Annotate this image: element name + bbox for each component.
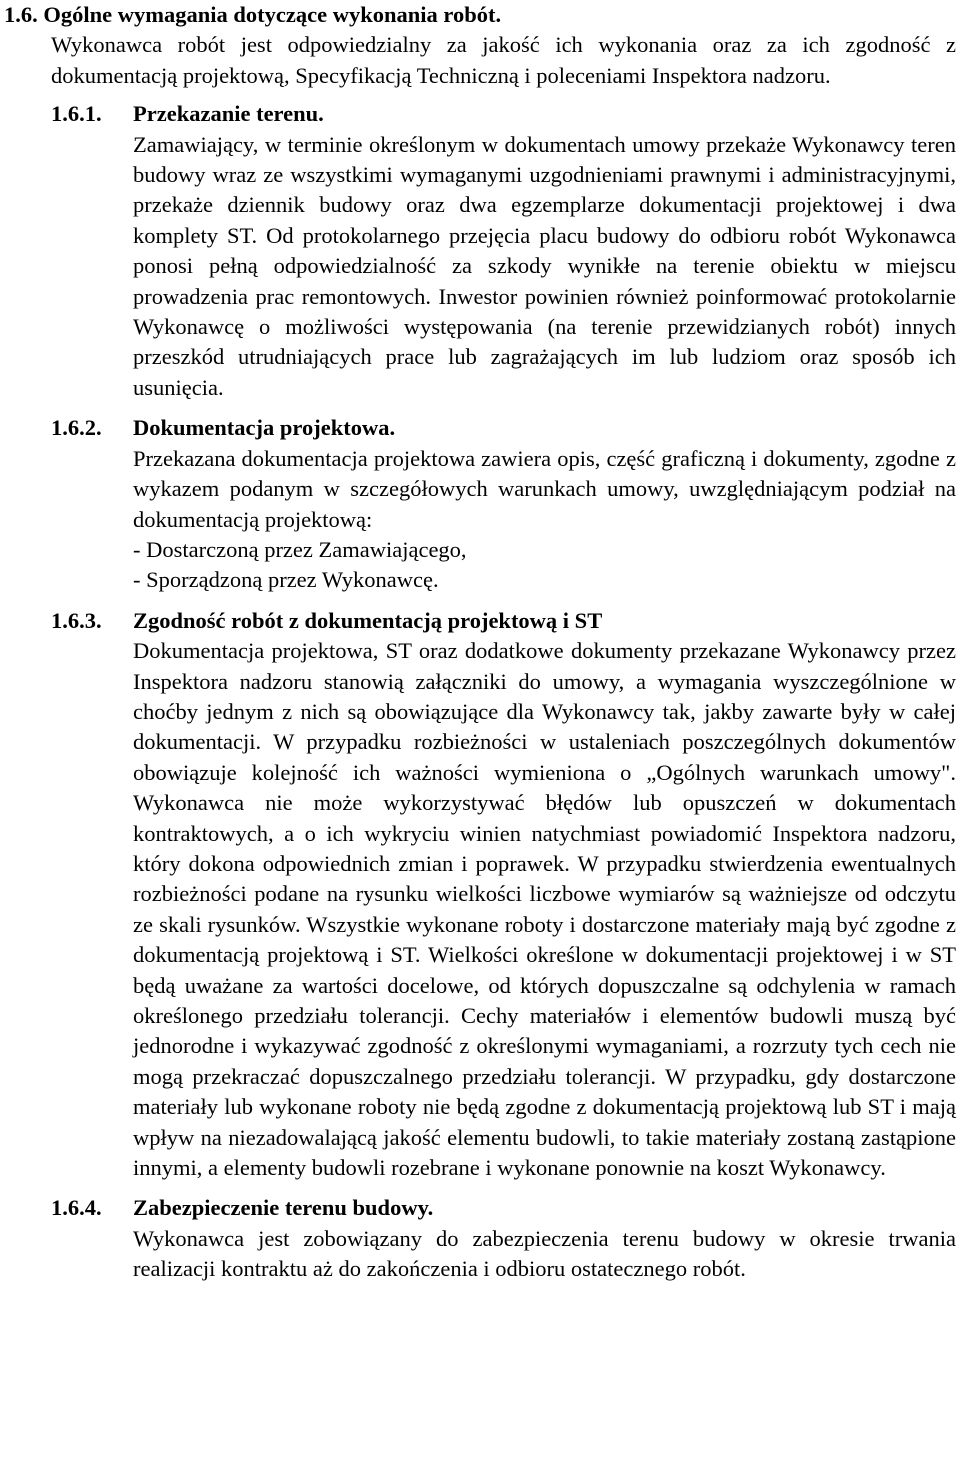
subsection-heading — [0, 1193, 960, 1223]
subsection-body: Przekazana dokumentacja projektowa zawiera opis, część graficzną i dokumenty, zgodne z wykazem podanym w szczegółowych warunkach umowy, uwzględniającym podział na dokumentacją projektową: — [133, 445, 956, 532]
subsection-title: Zabezpieczenie terenu budowy. — [133, 1195, 434, 1221]
list-item: - Dostarczoną przez Zamawiającego, — [133, 536, 467, 562]
subsection-title: Zgodność robót z dokumentacją projektową i ST — [133, 607, 603, 633]
section-heading: 1.6. Ogólne wymagania dotyczące wykonania robót. — [4, 2, 502, 27]
intro-paragraph: Wykonawca robót jest odpowiedzialny za jakość ich wykonania oraz za ich zgodność z dokumentacją projektową, Specyfikacją Techniczną i poleceniami Inspektora nadzoru. — [51, 32, 956, 88]
subsection-number: 1.6.3. — [51, 607, 102, 633]
subsection-heading — [0, 413, 960, 443]
subsection-number: 1.6.1. — [51, 101, 102, 127]
list — [0, 535, 960, 596]
subsection-number: 1.6.2. — [51, 415, 102, 441]
subsection-title: Przekazanie terenu. — [133, 101, 324, 127]
subsection-dokumentacja-projektowa — [0, 413, 960, 595]
list-item: - Sporządzoną przez Wykonawcę. — [133, 567, 439, 593]
subsection-zabezpieczenie-terenu — [0, 1193, 960, 1284]
subsection-body: Zamawiający, w terminie określonym w dokumentach umowy przekaże Wykonawcy teren budowy wraz ze wszystkimi wymaganymi uzgodnieniami prawnymi i administracyjnymi, przekaże dziennik budowy oraz dwa egzemplarze dokumentacji projektowej i dwa komplety ST. Od protokolarnego przejęcia placu budowy do odbioru robót Wykonawca ponosi pełną odpowiedzialność za szkody wynikłe na terenie obiektu w miejscu prowadzenia prac remontowych. Inwestor powinien również poinformować protokolarnie Wykonawcę o możliwości występowania (na terenie przewidzianych robót) innych przeszkód utrudniających prace lub zagrażających im lub ludziom oraz sposób ich usunięcia. — [133, 131, 956, 400]
subsection-title: Dokumentacja projektowa. — [133, 415, 396, 441]
subsection-number: 1.6.4. — [51, 1195, 102, 1221]
subsection-heading — [0, 99, 960, 129]
subsection-body: Wykonawca jest zobowiązany do zabezpieczenia terenu budowy w okresie trwania realizacji kontraktu aż do zakończenia i odbioru ostatecznego robót. — [133, 1225, 956, 1282]
subsection-przekazanie-terenu — [0, 99, 960, 403]
subsection-zgodnosc-robot — [0, 606, 960, 1184]
subsection-heading — [0, 606, 960, 636]
subsection-body: Dokumentacja projektowa, ST oraz dodatkowe dokumenty przekazane Wykonawcy przez Inspektora nadzoru stanowią załączniki do umowy, a wymagania wyszczególnione w choćby jednym z nich są obowiązujące dla Wykonawcy tak, jakby zawarte były w całej dokumentacji. W przypadku rozbieżności w ustaleniach poszczególnych dokumentów obowiązuje kolejność ich ważności wymieniona o „Ogólnych warunkach umowy". Wykonawca nie może wykorzystywać błędów lub opuszczeń w dokumentach kontraktowych, a o ich wykryciu winien natychmiast powiadomić Inspektora nadzoru, który dokona odpowiednich zmian i poprawek. W przypadku stwierdzenia ewentualnych rozbieżności podane na rysunku wielkości liczbowe wymiarów są ważniejsze od odczytu ze skali rysunków. Wszystkie wykonane roboty i dostarczone materiały mają być zgodne z dokumentacją projektową i ST. Wielkości określone w dokumentacji projektowej i w ST będą uważane za wartości docelowe, od których dopuszczalne są odchylenia w ramach określonego przedziału tolerancji. Cechy materiałów i elementów budowli muszą być jednorodne i wykazywać zgodność z określonymi wymaganiami, a rozrzuty tych cech nie mogą przekraczać dopuszczalnego przedziału tolerancji. W przypadku, gdy dostarczone materiały lub wykonane roboty nie będą zgodne z dokumentacją projektową lub ST i mają wpływ na niezadowalającą jakość elementu budowli, to takie materiały zostaną zastąpione innymi, a elementy budowli rozebrane i wykonane ponownie na koszt Wykonawcy. — [133, 638, 956, 1181]
